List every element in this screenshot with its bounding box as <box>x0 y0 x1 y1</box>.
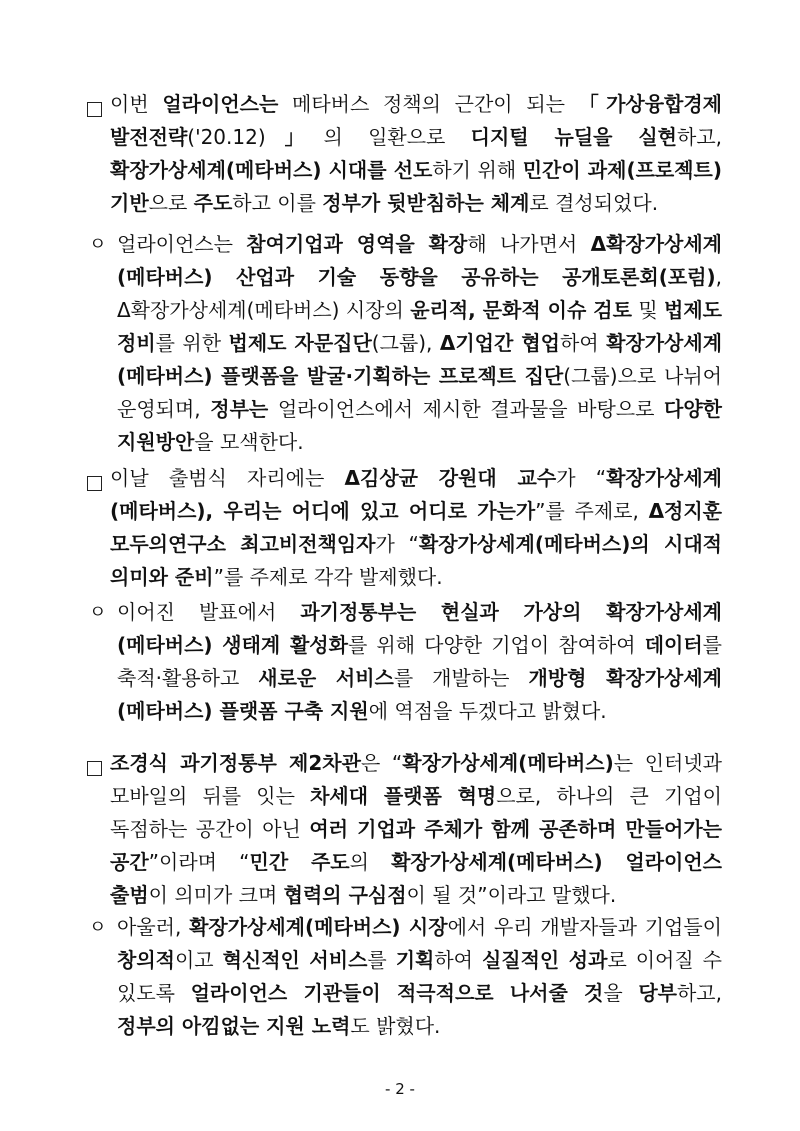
bold-text: 정부가 뒷받침하는 체계 <box>322 191 530 215</box>
paragraph-text <box>110 462 722 594</box>
bold-text: 데이터 <box>644 633 703 657</box>
text-run: 이번 <box>110 92 163 116</box>
bold-text: 디지털 뉴딜을 실현 <box>470 125 677 149</box>
text-run: 해 나가면서 <box>467 232 591 256</box>
bold-text: 정부의 아낌없는 지원 노력 <box>117 1014 351 1038</box>
text-run: (그룹)으로 나뉘어 운영되며, <box>117 364 722 421</box>
text-run: 를 위해 다양한 기업이 참여하여 <box>347 633 645 657</box>
bold-text: 기획 <box>395 948 435 972</box>
bold-text: 확장가상세계(메타버스)의 시대적 의미와 준비 <box>110 532 722 589</box>
text-run: 에서 우리 개발자들과 기업들이 <box>447 915 722 939</box>
text-run: 으로 <box>148 191 194 215</box>
bold-text: 윤리적, 문화적 이슈 검토 <box>410 298 632 322</box>
text-run: 하기 위해 <box>432 158 523 182</box>
text-run: 얼라이언스에서 제시한 결과물을 바탕으로 <box>268 397 665 421</box>
paragraph-text <box>110 747 722 912</box>
bold-text: 민간이 과제(프로젝트) 기반 <box>110 158 722 215</box>
bold-text: 얼라이언스는 <box>162 92 279 116</box>
bold-text: 다양한 지원방안 <box>117 397 722 454</box>
bold-text: 협력의 구심점 <box>283 883 407 907</box>
text-run: 의 <box>349 850 392 874</box>
text-run: , Δ확장가상세계(메타버스) 시장의 <box>117 265 722 322</box>
bold-text: 주도 <box>193 191 233 215</box>
text-run: ”를 주제로 각각 발제했다. <box>213 565 443 589</box>
bold-text: 조경식 과기정통부 제2차관 <box>110 751 361 775</box>
bold-text: 법제도 자문집단 <box>228 331 372 355</box>
text-run: 이 될 것”이라고 말했다. <box>406 883 617 907</box>
text-run: 로 결성되었다. <box>529 191 659 215</box>
text-run: 이 의미가 크며 <box>148 883 284 907</box>
text-run: 을 <box>603 981 639 1005</box>
text-run: 를 축적·활용하고 <box>117 633 722 690</box>
bold-text: 확장가상세계(메타버스), 우리는 어디에 있고 어디로 가는가 <box>110 466 722 523</box>
bold-text: 얼라이언스 기관들이 적극적으로 나서줄 것 <box>190 981 604 1005</box>
square-bullet-icon <box>87 761 102 776</box>
text-run: 에 역점을 두겠다고 밝혔다. <box>368 699 607 723</box>
text-run: 도 밝혔다. <box>350 1014 441 1038</box>
circle-bullet-icon: ㅇ <box>89 917 107 938</box>
bold-text: 참여기업과 영역을 확장 <box>246 232 468 256</box>
bold-text: 확장가상세계(메타버스) 플랫폼을 발굴·기획하는 프로젝트 집단 <box>117 331 723 388</box>
bold-text: 확장가상세계(메타버스) 얼라이언스 출범 <box>110 850 722 907</box>
bold-text: 여러 기업과 주체가 함께 공존하며 만들어가는 공간 <box>110 817 722 874</box>
text-run: 아울러, <box>117 915 190 939</box>
text-run: 이고 <box>174 948 223 972</box>
text-run: 하고 이를 <box>232 191 323 215</box>
bold-text: 실질적인 성과 <box>481 948 608 972</box>
bold-text: 확장가상세계(메타버스) 시대를 선도 <box>110 158 433 182</box>
bold-text: 혁신적인 서비스 <box>222 948 368 972</box>
text-run: ('20.12) <box>187 125 266 149</box>
circle-bullet-icon: ㅇ <box>89 234 107 255</box>
bold-text: 법제도 정비 <box>117 298 722 355</box>
text-run: 을 모색한다. <box>194 430 304 454</box>
text-run: 를 <box>367 948 396 972</box>
bold-text: 「가상융합경제 발전전략 <box>110 92 722 149</box>
text-run: ”를 주제로, <box>535 499 649 523</box>
bold-text: 새로운 서비스 <box>258 666 394 690</box>
bold-text: 확장가상세계(메타버스) 시장 <box>189 915 448 939</box>
text-run: 의 일환으로 <box>323 125 471 149</box>
text-run: (그룹), <box>371 331 440 355</box>
paragraph-text <box>117 596 722 728</box>
page-number: - 2 - <box>385 1080 415 1098</box>
text-run: 및 <box>631 298 665 322</box>
text-run: ”이라며 “ <box>148 850 250 874</box>
bold-text: 과기정통부는 현실과 가상의 확장가상세계(메타버스) 생태계 활성화 <box>117 600 722 657</box>
bold-text: Δ김상균 강원대 교수 <box>344 466 557 490</box>
bold-text: 당부 <box>638 981 677 1005</box>
bold-text: 개방형 확장가상세계(메타버스) 플랫폼 구축 지원 <box>117 666 722 723</box>
text-run: 하여 <box>560 331 607 355</box>
text-run: 로 이어질 수 있도록 <box>117 948 722 1005</box>
text-run: 하고, <box>677 125 722 149</box>
text-run: 하고, <box>676 981 722 1005</box>
bold-text: Δ확장가상세계(메타버스) 산업과 기술 동향을 공유하는 공개토론회(포럼) <box>117 232 722 289</box>
bold-text: 」 <box>265 125 324 149</box>
text-run: 를 개발하는 <box>393 666 529 690</box>
text-run: 가 “ <box>556 466 607 490</box>
square-bullet-icon <box>87 102 102 117</box>
bold-text: 차세대 플랫폼 혁명 <box>310 784 497 808</box>
bold-text: Δ기업간 협업 <box>439 331 560 355</box>
text-run: 는 인터넷과 모바일의 뒤를 잇는 <box>110 751 722 808</box>
bold-text: Δ정지훈 모두의연구소 최고비전책임자 <box>110 499 723 556</box>
bold-text: 창의적 <box>117 948 175 972</box>
paragraph-text <box>117 911 722 1043</box>
text-run: 으로, 하나의 큰 기업이 독점하는 공간이 아닌 <box>110 784 722 841</box>
bold-text: 민간 주도 <box>249 850 350 874</box>
text-run: 은 “ <box>360 751 403 775</box>
bold-text: 확장가상세계(메타버스) <box>402 751 614 775</box>
text-run: 하여 <box>434 948 482 972</box>
text-run: 이날 출범식 자리에는 <box>110 466 345 490</box>
text-run: 메타버스 정책의 근간이 되는 <box>278 92 579 116</box>
paragraph-text <box>117 228 722 459</box>
square-bullet-icon <box>87 476 102 491</box>
text-run: 얼라이언스는 <box>117 232 247 256</box>
text-run: 가 “ <box>375 532 419 556</box>
text-run: 를 위한 <box>155 331 229 355</box>
circle-bullet-icon: ㅇ <box>89 602 107 623</box>
paragraph-text <box>110 88 722 220</box>
text-run: 이어진 발표에서 <box>117 600 301 624</box>
bold-text: 정부는 <box>210 397 269 421</box>
